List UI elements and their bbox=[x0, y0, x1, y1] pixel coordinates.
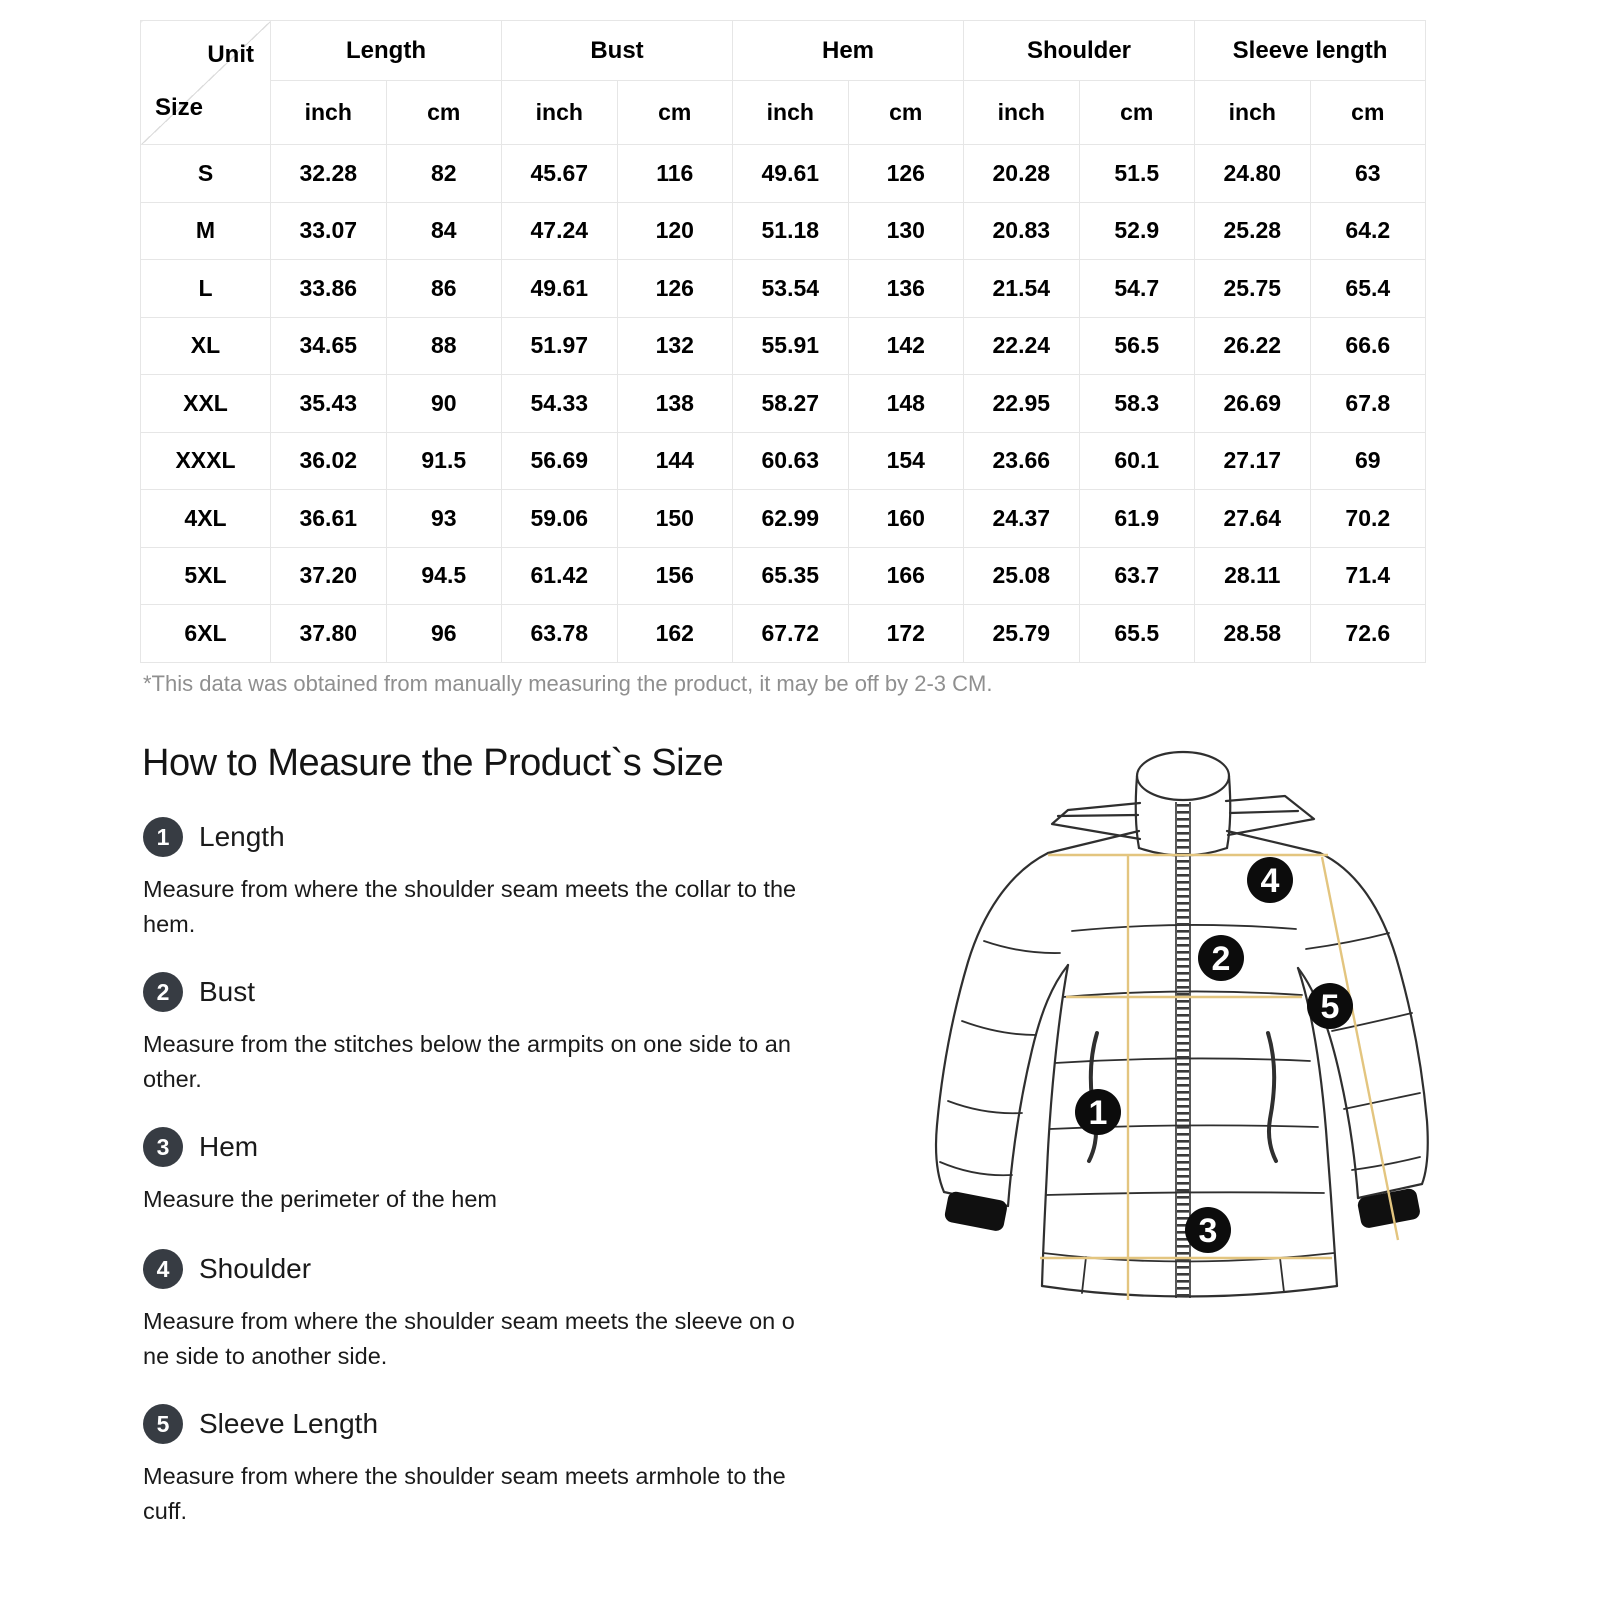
measurement-cell: 36.61 bbox=[271, 490, 387, 548]
measurement-cell: 54.7 bbox=[1079, 260, 1195, 318]
howto-item-bust bbox=[143, 970, 873, 1097]
measurement-cell: 116 bbox=[617, 145, 733, 203]
measurement-cell: 62.99 bbox=[733, 490, 849, 548]
step-description: Measure from where the shoulder seam meets the sleeve on o ne side to another side. bbox=[143, 1308, 795, 1369]
unit-header: cm bbox=[848, 81, 964, 145]
measurement-cell: 45.67 bbox=[502, 145, 618, 203]
unit-header: cm bbox=[386, 81, 502, 145]
measurement-cell: 35.43 bbox=[271, 375, 387, 433]
measurement-cell: 58.27 bbox=[733, 375, 849, 433]
left-sleeve-inner bbox=[1008, 965, 1068, 1206]
measurement-cell: 56.69 bbox=[502, 432, 618, 490]
measurement-cell: 130 bbox=[848, 202, 964, 260]
step-badge: 5 bbox=[143, 1404, 183, 1444]
measurement-disclaimer: *This data was obtained from manually measuring the product, it may be off by 2-3 CM. bbox=[143, 671, 993, 696]
measurement-cell: 58.3 bbox=[1079, 375, 1195, 433]
measurement-cell: 24.37 bbox=[964, 490, 1080, 548]
measurement-cell: 160 bbox=[848, 490, 964, 548]
step-badge: 4 bbox=[143, 1249, 183, 1289]
size-label-cell: 4XL bbox=[141, 490, 271, 548]
unit-header: inch bbox=[733, 81, 849, 145]
corner-unit-label: Unit bbox=[207, 41, 254, 68]
step-badge: 2 bbox=[143, 972, 183, 1012]
measurement-cell: 49.61 bbox=[502, 260, 618, 318]
measurement-cell: 34.65 bbox=[271, 317, 387, 375]
table-row bbox=[141, 202, 1426, 260]
table-group-header-row bbox=[141, 21, 1426, 81]
svg-text:4: 4 bbox=[1260, 862, 1280, 900]
measurement-cell: 65.5 bbox=[1079, 605, 1195, 663]
measurement-cell: 23.66 bbox=[964, 432, 1080, 490]
step-label: Bust bbox=[199, 976, 256, 1007]
howto-item-shoulder bbox=[143, 1247, 873, 1374]
unit-header: inch bbox=[271, 81, 387, 145]
measurement-cell: 94.5 bbox=[386, 547, 502, 605]
measurement-cell: 55.91 bbox=[733, 317, 849, 375]
step-description: Measure from the stitches below the armpits on one side to an other. bbox=[143, 1031, 791, 1092]
measurement-cell: 26.69 bbox=[1195, 375, 1311, 433]
step-label: Length bbox=[199, 821, 285, 852]
measurement-cell: 126 bbox=[848, 145, 964, 203]
size-label-cell: 6XL bbox=[141, 605, 271, 663]
measurement-cell: 154 bbox=[848, 432, 964, 490]
marker-1 bbox=[1075, 1089, 1121, 1135]
measurement-cell: 53.54 bbox=[733, 260, 849, 318]
measurement-cell: 21.54 bbox=[964, 260, 1080, 318]
measurement-cell: 96 bbox=[386, 605, 502, 663]
column-group-header: Sleeve length bbox=[1195, 21, 1426, 81]
measurement-cell: 36.02 bbox=[271, 432, 387, 490]
table-row bbox=[141, 317, 1426, 375]
measurement-cell: 22.24 bbox=[964, 317, 1080, 375]
measurement-cell: 120 bbox=[617, 202, 733, 260]
table-row bbox=[141, 547, 1426, 605]
measurement-cell: 33.86 bbox=[271, 260, 387, 318]
measurement-cell: 90 bbox=[386, 375, 502, 433]
step-badge: 3 bbox=[143, 1127, 183, 1167]
measurement-cell: 172 bbox=[848, 605, 964, 663]
measurement-cell: 63.78 bbox=[502, 605, 618, 663]
body-left-edge bbox=[1042, 965, 1068, 1286]
measurement-cell: 22.95 bbox=[964, 375, 1080, 433]
measurement-cell: 51.5 bbox=[1079, 145, 1195, 203]
svg-text:3: 3 bbox=[1198, 1212, 1218, 1250]
table-row bbox=[141, 605, 1426, 663]
measurement-cell: 27.64 bbox=[1195, 490, 1311, 548]
measurement-cell: 70.2 bbox=[1310, 490, 1426, 548]
measurement-cell: 132 bbox=[617, 317, 733, 375]
measurement-cell: 59.06 bbox=[502, 490, 618, 548]
measurement-cell: 65.4 bbox=[1310, 260, 1426, 318]
step-label: Shoulder bbox=[199, 1253, 312, 1284]
step-description: Measure from where the shoulder seam meets armhole to the cuff. bbox=[143, 1463, 786, 1524]
unit-header: cm bbox=[1079, 81, 1195, 145]
measurement-cell: 27.17 bbox=[1195, 432, 1311, 490]
measurement-cell: 28.58 bbox=[1195, 605, 1311, 663]
measurement-cell: 64.2 bbox=[1310, 202, 1426, 260]
measurement-cell: 61.9 bbox=[1079, 490, 1195, 548]
size-label-cell: S bbox=[141, 145, 271, 203]
measurement-cell: 86 bbox=[386, 260, 502, 318]
column-group-header: Length bbox=[271, 21, 502, 81]
corner-size-label: Size bbox=[155, 94, 204, 121]
svg-text:5: 5 bbox=[1320, 988, 1340, 1026]
table-unit-header-row bbox=[141, 81, 1426, 145]
size-label-cell: XL bbox=[141, 317, 271, 375]
unit-header: inch bbox=[502, 81, 618, 145]
measurement-cell: 54.33 bbox=[502, 375, 618, 433]
marker-4 bbox=[1247, 857, 1293, 903]
measurement-cell: 67.72 bbox=[733, 605, 849, 663]
left-sleeve-outer bbox=[936, 853, 1048, 1192]
measurement-cell: 51.18 bbox=[733, 202, 849, 260]
measurement-cell: 71.4 bbox=[1310, 547, 1426, 605]
measurement-cell: 142 bbox=[848, 317, 964, 375]
size-table-body bbox=[141, 145, 1426, 663]
howto-item-length bbox=[143, 815, 873, 942]
measurement-cell: 144 bbox=[617, 432, 733, 490]
svg-text:1: 1 bbox=[1088, 1094, 1108, 1132]
table-row bbox=[141, 490, 1426, 548]
step-badge: 1 bbox=[143, 817, 183, 857]
measurement-cell: 166 bbox=[848, 547, 964, 605]
table-row bbox=[141, 375, 1426, 433]
measurement-cell: 91.5 bbox=[386, 432, 502, 490]
measurement-cell: 49.61 bbox=[733, 145, 849, 203]
measurement-cell: 148 bbox=[848, 375, 964, 433]
measurement-cell: 156 bbox=[617, 547, 733, 605]
measurement-cell: 138 bbox=[617, 375, 733, 433]
howto-item-sleeve-length bbox=[143, 1402, 873, 1529]
measurement-cell: 24.80 bbox=[1195, 145, 1311, 203]
unit-header: cm bbox=[617, 81, 733, 145]
measurement-cell: 63 bbox=[1310, 145, 1426, 203]
size-label-cell: M bbox=[141, 202, 271, 260]
step-label: Hem bbox=[199, 1131, 259, 1162]
measurement-cell: 37.20 bbox=[271, 547, 387, 605]
marker-5 bbox=[1307, 983, 1353, 1029]
size-label-cell: XXL bbox=[141, 375, 271, 433]
measurement-cell: 88 bbox=[386, 317, 502, 375]
measurement-cell: 66.6 bbox=[1310, 317, 1426, 375]
measurement-cell: 150 bbox=[617, 490, 733, 548]
how-to-measure-title: How to Measure the Product`s Size bbox=[142, 742, 724, 784]
table-row bbox=[141, 145, 1426, 203]
measurement-cell: 25.28 bbox=[1195, 202, 1311, 260]
size-chart-table bbox=[140, 20, 1426, 663]
size-label-cell: XXXL bbox=[141, 432, 271, 490]
measurement-cell: 67.8 bbox=[1310, 375, 1426, 433]
measurement-cell: 25.79 bbox=[964, 605, 1080, 663]
measurement-cell: 84 bbox=[386, 202, 502, 260]
unit-header: cm bbox=[1310, 81, 1426, 145]
step-description: Measure from where the shoulder seam meets the collar to the hem. bbox=[143, 876, 797, 937]
measurement-cell: 136 bbox=[848, 260, 964, 318]
column-group-header: Bust bbox=[502, 21, 733, 81]
measurement-cell: 28.11 bbox=[1195, 547, 1311, 605]
howto-item-hem bbox=[143, 1125, 873, 1217]
measurement-cell: 20.83 bbox=[964, 202, 1080, 260]
measurement-cell: 56.5 bbox=[1079, 317, 1195, 375]
marker-2 bbox=[1198, 935, 1244, 981]
measurement-cell: 33.07 bbox=[271, 202, 387, 260]
measurement-cell: 51.97 bbox=[502, 317, 618, 375]
measurement-cell: 63.7 bbox=[1079, 547, 1195, 605]
table-row bbox=[141, 260, 1426, 318]
marker-3 bbox=[1185, 1207, 1231, 1253]
measurement-cell: 61.42 bbox=[502, 547, 618, 605]
column-group-header: Hem bbox=[733, 21, 964, 81]
measurement-cell: 60.63 bbox=[733, 432, 849, 490]
measurement-cell: 25.08 bbox=[964, 547, 1080, 605]
size-label-cell: 5XL bbox=[141, 547, 271, 605]
svg-text:2: 2 bbox=[1211, 940, 1231, 978]
collar-opening bbox=[1137, 752, 1229, 800]
step-description: Measure the perimeter of the hem bbox=[143, 1186, 497, 1212]
measurement-cell: 69 bbox=[1310, 432, 1426, 490]
unit-header: inch bbox=[1195, 81, 1311, 145]
measurement-cell: 162 bbox=[617, 605, 733, 663]
measurement-cell: 25.75 bbox=[1195, 260, 1311, 318]
measurement-cell: 47.24 bbox=[502, 202, 618, 260]
measurement-cell: 20.28 bbox=[964, 145, 1080, 203]
measurement-cell: 93 bbox=[386, 490, 502, 548]
unit-header: inch bbox=[964, 81, 1080, 145]
measurement-cell: 126 bbox=[617, 260, 733, 318]
size-label-cell: L bbox=[141, 260, 271, 318]
column-group-header: Shoulder bbox=[964, 21, 1195, 81]
table-row bbox=[141, 432, 1426, 490]
measurement-cell: 26.22 bbox=[1195, 317, 1311, 375]
jacket-measurement-illustration bbox=[900, 700, 1480, 1340]
measurement-cell: 82 bbox=[386, 145, 502, 203]
measurement-cell: 65.35 bbox=[733, 547, 849, 605]
measurement-cell: 72.6 bbox=[1310, 605, 1426, 663]
measurement-cell: 60.1 bbox=[1079, 432, 1195, 490]
table-corner-cell bbox=[141, 21, 271, 145]
step-label: Sleeve Length bbox=[199, 1408, 379, 1439]
measurement-cell: 52.9 bbox=[1079, 202, 1195, 260]
measurement-cell: 32.28 bbox=[271, 145, 387, 203]
measurement-cell: 37.80 bbox=[271, 605, 387, 663]
